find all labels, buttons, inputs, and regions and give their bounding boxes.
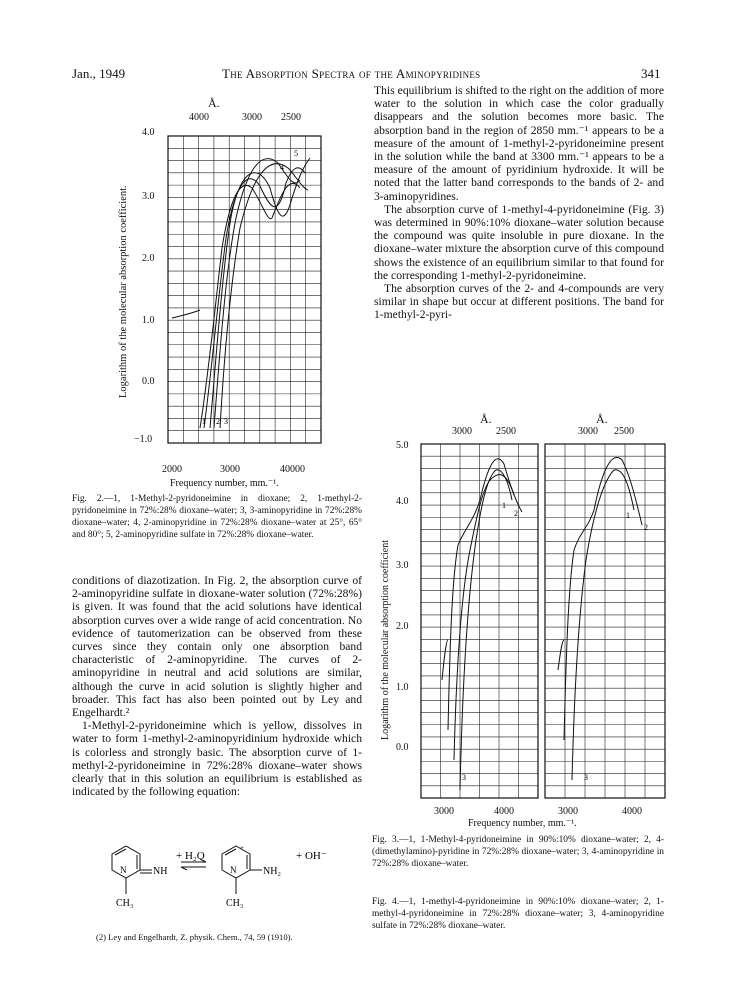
eq-left-methyl: CH₃	[116, 898, 134, 909]
fig2-top-tick: 2500	[281, 112, 301, 123]
fig34-x-axis-label: Frequency number, mm.⁻¹.	[468, 818, 577, 829]
fig4-caption: Fig. 4.—1, 1-methyl-4-pyridoneimine in 90%:10% dioxane–water; 2, 1-methyl-4-pyridoneimine in 72%:28% dioxane–water; 3, 4-aminopyridine sulfate in 72%:28% dioxane–water.	[372, 897, 664, 931]
eq-hydroxide: + OH⁻	[296, 850, 327, 862]
fig3-x-tick: 4000	[494, 806, 514, 817]
fig4-curve-label: 1	[626, 511, 630, 520]
fig3-unit-label: Å.	[480, 412, 492, 426]
fig2-top-tick: 3000	[242, 112, 262, 123]
fig3-curve-label: 3	[462, 773, 466, 782]
header-page-number: 341	[641, 66, 661, 81]
fig3-x-tick: 3000	[434, 806, 454, 817]
fig2-curve	[200, 183, 300, 428]
equilibrium-equation	[100, 842, 360, 918]
fig4-top-tick: 3000	[578, 426, 598, 437]
fig4-x-tick: 4000	[622, 806, 642, 817]
eq-water: + H₂O	[176, 850, 205, 862]
fig34-y-tick: 1.0	[396, 682, 409, 693]
fig3-curve-label: 2	[514, 509, 518, 518]
fig2-y-tick: 3.0	[142, 191, 155, 202]
fig2-y-tick: 4.0	[142, 127, 155, 138]
fig3-curve-label: 1	[502, 501, 506, 510]
fig2-x-tick: 3000	[220, 464, 240, 475]
fig34-y-tick: 2.0	[396, 621, 409, 632]
fig4-curve	[558, 640, 564, 670]
eq-left-group: NH	[153, 866, 168, 877]
fig2-curve-label: 1	[202, 417, 206, 426]
fig2-y-tick: 1.0	[142, 315, 155, 326]
fig2-top-tick: 4000	[189, 112, 209, 123]
paragraph: The absorption curve of 1-methyl-4-pyridoneimine (Fig. 3) was determined in 90%:10% dioxane–water solution because the compound was quite insoluble in pure dioxane. In the dioxane–water mixture the absorption curve of this compound shows the existence of an equilibrium similar to that found for the corresponding 1-methyl-2-pyridoneimine.	[374, 202, 664, 282]
fig4-top-tick: 2500	[614, 426, 634, 437]
fig2-y-tick: 0.0	[142, 376, 155, 387]
fig3-caption: Fig. 3.—1, 1-Methyl-4-pyridoneimine in 90%:10% dioxane–water; 2, 4-(dimethylamino)-pyridine in 72%:28% dioxane–water; 3, 4-aminopyridine in 72%:28% dioxane–water.	[372, 835, 664, 869]
fig2-y-axis-label: Logarithm of the molecular absorption coefficient.	[118, 185, 129, 398]
fig3-curve	[448, 459, 522, 730]
fig34-y-tick: 0.0	[396, 742, 409, 753]
fig2-caption: Fig. 2.—1, 1-Methyl-2-pyridoneimine in dioxane; 2, 1-methyl-2-pyridoneimine in 72%:28% dioxane–water; 3, 3-aminopyridine in 72%:28% dioxane–water; 4, 2-aminopyridine in 72%:28% dioxane–water at 25°, 65° and 80°; 5, 2-aminopyridine sulfate in 72%:28% dioxane–water.	[72, 494, 362, 540]
fig2-x-tick: 2000	[162, 464, 182, 475]
fig4-curve-label: 3	[584, 773, 588, 782]
fig3-curve	[460, 470, 512, 790]
fig3-curve	[442, 640, 448, 680]
fig2-curve-label: 5	[294, 149, 298, 158]
paragraph: This equilibrium is shifted to the right on the addition of more water to the solution in which case the color gradually disappears and the solution becomes more basic. The absorption band in the region of 2850 mm.⁻¹ appears to be a measure of the amount of 1-methyl-2-pyridoneimine present in the solution while the band at 3300 mm.⁻¹ appears to be a measure of the amount of pyridinium hydroxide. It will be noted that the latter band corresponds to the bands of 2- and 3-aminopyridines.	[374, 84, 664, 203]
left-column-text	[72, 574, 362, 798]
fig4-x-tick: 3000	[558, 806, 578, 817]
fig2-curve-label: 4	[280, 163, 284, 172]
fig4-curve-label: 2	[644, 523, 648, 532]
fig34-plot	[418, 440, 678, 804]
fig2-unit-label: Å.	[208, 96, 220, 110]
fig2-x-tick: 40000	[280, 464, 305, 475]
fig4-curve	[564, 457, 642, 740]
eq-right-methyl: CH₃	[226, 898, 244, 909]
fig2-curve-label: 3	[224, 417, 228, 426]
fig4-unit-label: Å.	[596, 412, 608, 426]
fig34-y-tick: 3.0	[396, 560, 409, 571]
paragraph: conditions of diazotization. In Fig. 2, the absorption curve of 2-aminopyridine sulfate in dioxane-water solution (72%:28%) is given. It was found that the acid solutions have identical absorption curves over a wide range of acid concentration. No evidence of tautomerization can be observed from these curves since they contain only one absorption band characteristic of 2-aminopyridine. The curves of 2-aminopyridine in neutral and acid solutions are similar, although the curve in acid solution is slightly higher and broader. This fact has also been pointed out by Ley and Engelhardt.²	[72, 574, 362, 720]
fig2-curve-label: 2	[216, 417, 220, 426]
fig34-y-tick: 4.0	[396, 496, 409, 507]
header-title: The Absorption Spectra of the Aminopyridines	[222, 66, 481, 81]
paragraph: 1-Methyl-2-pyridoneimine which is yellow, dissolves in water to form 1-methyl-2-aminopyridinium hydroxide which is colorless and strongly basic. The absorption curve of 1-methyl-2-pyridoneimine in 72%:28% dioxane–water shows clearly that in this solution an equilibrium is established as indicated by the following equation:	[72, 719, 362, 799]
fig3-top-tick: 2500	[496, 426, 516, 437]
paragraph: The absorption curves of the 2- and 4-compounds are very similar in shape but occur at different positions. The band for 1-methyl-2-pyri-	[374, 282, 664, 322]
fig2-y-tick: −1.0	[134, 434, 153, 445]
footnote: (2) Ley and Engelhardt, Z. physik. Chem., 74, 59 (1910).	[96, 932, 293, 942]
fig2-plot	[160, 128, 330, 448]
header-date: Jan., 1949	[72, 66, 126, 81]
fig34-y-axis-label: Logarithm of the molecular absorption coefficient	[380, 539, 391, 740]
fig34-y-tick: 5.0	[396, 440, 409, 451]
fig2-curve	[214, 159, 300, 428]
fig2-curve	[204, 168, 305, 428]
fig2-curve	[172, 310, 200, 318]
eq-plus-charge: +	[240, 844, 244, 852]
eq-left-nitrogen: N	[120, 865, 127, 875]
fig3-top-tick: 3000	[452, 426, 472, 437]
fig2-x-axis-label: Frequency number, mm.⁻¹.	[170, 478, 279, 489]
eq-right-nitrogen: N	[230, 865, 237, 875]
right-column-text	[374, 84, 664, 322]
eq-right-group: NH₂	[263, 866, 281, 877]
fig2-y-tick: 2.0	[142, 253, 155, 264]
